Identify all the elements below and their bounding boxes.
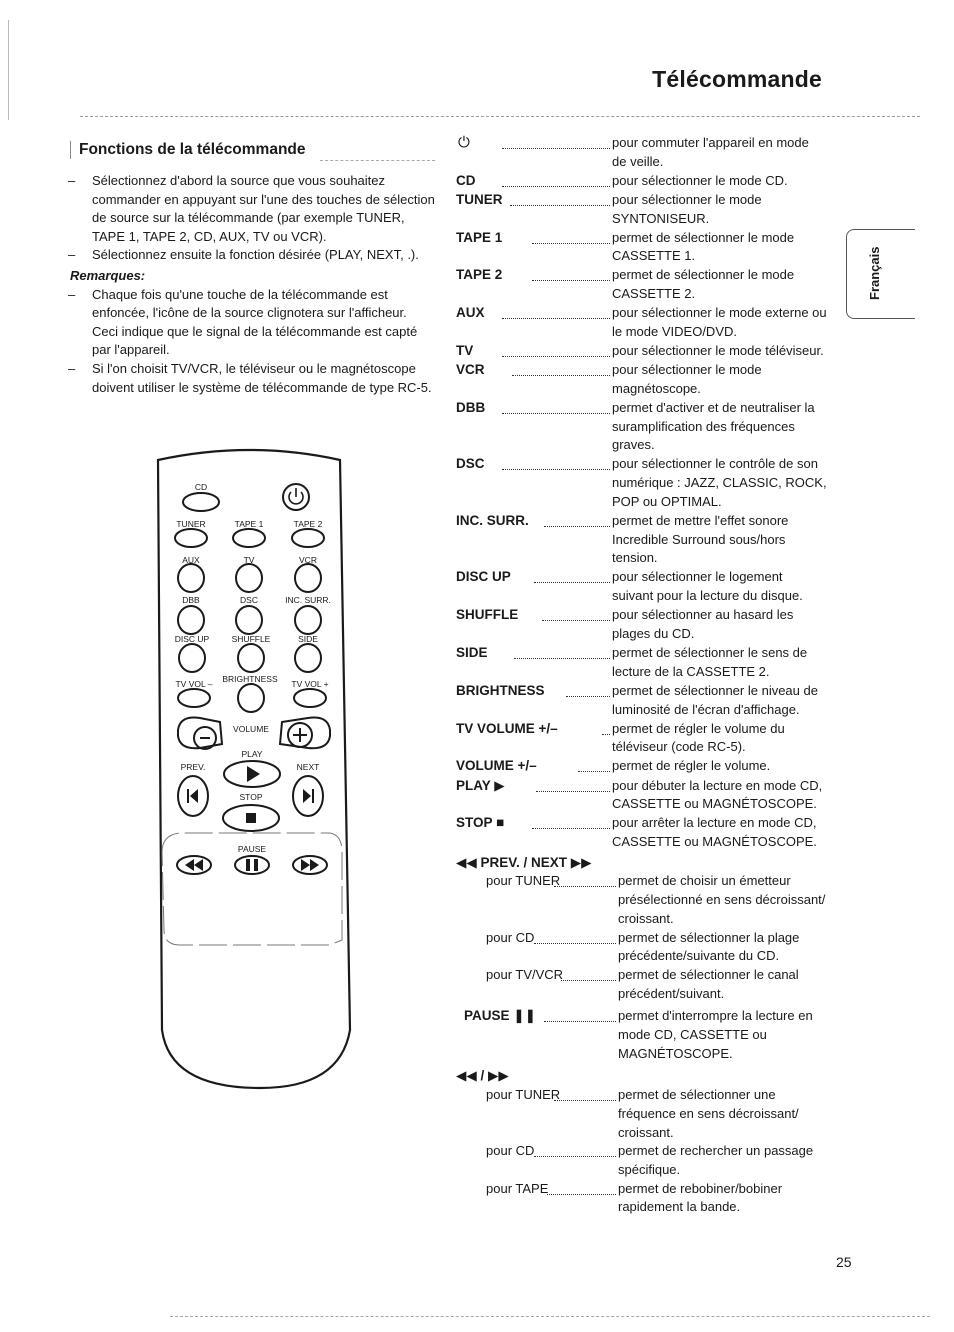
play-label: PLAY (241, 749, 263, 759)
definition-row (456, 757, 836, 776)
dot-leader (602, 720, 610, 735)
disc-up-button[interactable] (179, 644, 205, 672)
pause-line: MAGNÉTOSCOPE. (618, 1045, 733, 1061)
tuner-button[interactable] (175, 529, 207, 547)
footer-rule (170, 1316, 930, 1317)
cd-button[interactable] (183, 493, 219, 511)
remarks-title: Remarques: (70, 267, 146, 283)
cd-label: CD (194, 482, 208, 492)
language-tab (846, 229, 915, 319)
prevnext-row (456, 966, 836, 1003)
side-label: SIDE (298, 634, 318, 644)
dot-leader (502, 304, 610, 319)
pause-key: PAUSE ❚❚ (464, 1008, 536, 1024)
dot-leader (554, 872, 616, 887)
definition-line: suramplification des fréquences (612, 418, 795, 434)
section-heading: Fonctions de la télécommande (70, 141, 306, 159)
search-text (618, 1180, 836, 1217)
search-rows (456, 1086, 836, 1217)
volume-label: VOLUME (233, 724, 269, 734)
definition-key: TV (456, 343, 474, 359)
search-label: pour TUNER (486, 1087, 561, 1103)
shuffle-button[interactable] (238, 644, 264, 672)
dot-leader (561, 966, 616, 981)
definition-text (612, 266, 836, 303)
dot-leader (502, 455, 610, 470)
definition-line: pour débuter la lecture en mode CD, (612, 777, 823, 793)
definition-line: permet de régler le volume. (612, 758, 771, 774)
definition-line: pour sélectionner le mode externe ou (612, 305, 827, 321)
dot-leader (566, 682, 610, 697)
prevnext-line: croissant. (618, 910, 674, 926)
definition-key: CD (456, 172, 476, 188)
pause-label: PAUSE (237, 844, 267, 854)
definition-line: numérique : JAZZ, CLASSIC, ROCK, (612, 475, 827, 491)
definition-key: INC. SURR. (456, 512, 529, 528)
search-line: permet de sélectionner une (618, 1087, 776, 1103)
prev-button[interactable] (178, 776, 208, 816)
prev-label: PREV. (180, 762, 206, 772)
definition-key: SIDE (456, 645, 488, 661)
definition-key: DBB (456, 399, 486, 415)
brightness-button[interactable] (238, 684, 264, 712)
dot-leader (544, 512, 610, 527)
search-text (618, 1142, 836, 1179)
definition-line: lecture de la CASSETTE 2. (612, 663, 770, 679)
prevnext-line: précédent/suivant. (618, 985, 725, 1001)
definition-line: permet de sélectionner le mode (612, 229, 795, 245)
search-line: permet de rebobiner/bobiner (618, 1180, 783, 1196)
definition-line: permet d'activer et de neutraliser la (612, 399, 815, 415)
pause-definition (456, 1007, 836, 1063)
remark-item: – Chaque fois qu'une touche de la télécommande est enfoncée, l'icône de la source clignotera sur l'afficheur. Ceci indique que le signal de la télécommande est capté par l'appareil. (68, 286, 418, 358)
definition-key: VOLUME +/– (456, 758, 537, 774)
tv-button[interactable] (236, 564, 262, 592)
dot-leader (578, 757, 610, 772)
next-label: NEXT (296, 762, 320, 772)
dot-leader (534, 1142, 616, 1157)
definition-list (456, 134, 836, 1217)
definition-key: DISC UP (456, 569, 511, 585)
definition-line: magnétoscope. (612, 380, 701, 396)
standby-button[interactable] (283, 484, 309, 510)
dot-leader (547, 1180, 616, 1195)
dot-leader (536, 777, 610, 792)
inc-surr-button[interactable] (295, 606, 321, 634)
aux-button[interactable] (178, 564, 204, 592)
definition-key: DSC (456, 456, 485, 472)
search-row (456, 1086, 836, 1142)
definition-key: TAPE 2 (456, 267, 503, 283)
definition-text (612, 172, 836, 191)
definition-key: TUNER (456, 191, 503, 207)
definition-row (456, 720, 836, 757)
tape2-label: TAPE 2 (293, 519, 323, 529)
page-number: 25 (836, 1254, 852, 1270)
definition-key: ⏻ (458, 134, 470, 151)
shuffle-label: SHUFFLE (231, 634, 271, 644)
definition-text (612, 777, 836, 814)
tape1-label: TAPE 1 (234, 519, 264, 529)
definition-line: téléviseur (code RC-5). (612, 739, 746, 755)
brightness-label: BRIGHTNESS (222, 674, 278, 684)
prevnext-row (456, 929, 836, 966)
definition-row (456, 172, 836, 191)
instruction-item: – Sélectionnez d'abord la source que vous souhaitez commander en appuyant sur l'une des touches de sélection de source sur la télécommande (par exemple TUNER, TAPE 1, TAPE 2, CD, AUX, TV ou VCR). (68, 173, 435, 244)
definition-line: CASSETTE ou MAGNÉTOSCOPE. (612, 834, 817, 850)
tape2-button[interactable] (292, 529, 324, 547)
stop-button[interactable] (223, 805, 279, 831)
side-button[interactable] (295, 644, 321, 672)
definition-text (612, 682, 836, 719)
definition-row (456, 455, 836, 511)
dot-leader (532, 229, 610, 244)
prevnext-text (618, 966, 836, 1003)
definition-text (612, 512, 836, 568)
instructions (68, 172, 436, 397)
dot-leader (544, 1007, 616, 1022)
definition-line: de veille. (612, 153, 664, 169)
tv-vol-minus-label: TV VOL – (175, 679, 213, 689)
remark-item: – Si l'on choisit TV/VCR, le téléviseur ou le magnétoscope doivent utiliser le système de télécommande de type RC-5. (68, 360, 432, 395)
definition-text (612, 455, 836, 511)
tv-vol-minus-button[interactable] (178, 689, 210, 707)
definition-key: SHUFFLE (456, 607, 519, 623)
vcr-label: VCR (299, 555, 317, 565)
dot-leader (502, 399, 610, 414)
definition-line: pour arrêter la lecture en mode CD, (612, 815, 817, 831)
prevnext-label: pour TV/VCR (486, 966, 564, 982)
search-heading: ◀◀ / ▶▶ (456, 1068, 509, 1084)
dot-leader (532, 814, 610, 829)
definition-line: Incredible Surround sous/hors (612, 531, 786, 547)
definition-row (456, 644, 836, 681)
definition-line: suivant pour la lecture du disque. (612, 588, 803, 604)
definition-line: pour commuter l'appareil en mode (612, 135, 809, 150)
definition-line: pour sélectionner le mode (612, 362, 762, 378)
rewind-button[interactable] (177, 856, 211, 874)
prevnext-line: présélectionné en sens décroissant/ (618, 892, 826, 908)
instruction-item: – Sélectionnez ensuite la fonction désirée (PLAY, NEXT, .). (68, 247, 419, 263)
margin-mark (8, 20, 9, 120)
prevnext-heading: ◀◀ PREV. / NEXT ▶▶ (456, 854, 592, 870)
search-row (456, 1180, 836, 1217)
definition-text (612, 304, 836, 341)
prevnext-rows (456, 872, 836, 1003)
dot-leader (510, 191, 610, 206)
header-rule (80, 116, 920, 117)
definition-key: PLAY ▶ (456, 777, 505, 793)
definition-line: pour sélectionner au hasard les (612, 607, 794, 623)
dot-leader (532, 266, 610, 281)
definition-line: pour sélectionner le mode téléviseur. (612, 343, 824, 359)
dot-leader (512, 361, 610, 376)
dsc-button[interactable] (236, 606, 262, 634)
definition-text (612, 606, 836, 643)
heading-rule (320, 160, 435, 161)
pause-icon (246, 859, 250, 871)
definition-line: POP ou OPTIMAL. (612, 493, 722, 509)
definition-row (456, 342, 836, 361)
tuner-label: TUNER (176, 519, 206, 529)
prevnext-label: pour TUNER (486, 873, 561, 889)
dbb-label: DBB (182, 595, 200, 605)
definition-text (612, 361, 836, 398)
aux-label: AUX (182, 555, 200, 565)
search-label: pour CD (486, 1143, 535, 1159)
search-text (618, 1086, 836, 1142)
pause-row (456, 1007, 836, 1063)
next-button[interactable] (293, 776, 323, 816)
definition-line: tension. (612, 550, 658, 566)
disc-up-label: DISC UP (174, 634, 210, 644)
definition-key: STOP ■ (456, 815, 505, 831)
pause-text (618, 1007, 836, 1063)
pause-line: permet d'interrompre la lecture en (618, 1008, 813, 1024)
definition-row (456, 606, 836, 643)
definition-line: permet de sélectionner le mode (612, 267, 795, 283)
vcr-button[interactable] (295, 564, 321, 592)
definition-row (456, 266, 836, 303)
definition-line: permet de régler le volume du (612, 720, 785, 736)
play-button[interactable] (224, 761, 280, 787)
definition-line: SYNTONISEUR. (612, 210, 710, 226)
definition-line: pour sélectionner le mode (612, 191, 762, 207)
definition-line: CASSETTE 2. (612, 286, 696, 302)
tv-vol-plus-label: TV VOL + (291, 679, 329, 689)
definition-text (612, 399, 836, 455)
page-title: Télécommande (652, 66, 822, 92)
rewind-icon (185, 859, 203, 871)
definition-row (456, 229, 836, 266)
definition-line: CASSETTE 1. (612, 248, 696, 264)
definition-line: plages du CD. (612, 625, 695, 641)
tv-vol-plus-button[interactable] (294, 689, 326, 707)
definition-row (456, 512, 836, 568)
definition-text (612, 720, 836, 757)
definition-line: pour sélectionner le mode CD. (612, 172, 788, 188)
definition-row (456, 568, 836, 605)
stop-label: STOP (239, 792, 263, 802)
definition-text (612, 568, 836, 605)
dsc-label: DSC (240, 595, 258, 605)
definition-row (456, 134, 836, 171)
tape1-button[interactable] (233, 529, 265, 547)
remote-control-illustration (150, 440, 360, 1090)
definition-text (612, 644, 836, 681)
dot-leader (534, 929, 616, 944)
definition-row (456, 682, 836, 719)
volume-plus-button[interactable] (280, 718, 330, 749)
language-tab-label: Français (867, 246, 882, 300)
search-line: permet de rechercher un passage (618, 1143, 814, 1159)
tv-label: TV (243, 555, 255, 565)
definition-line: CASSETTE ou MAGNÉTOSCOPE. (612, 796, 817, 812)
definition-text (612, 191, 836, 228)
pause-button[interactable] (235, 856, 269, 874)
definition-line: pour sélectionner le contrôle de son (612, 456, 818, 472)
definition-rows (456, 134, 836, 852)
definition-line: permet de sélectionner le sens de (612, 645, 808, 661)
definition-line: luminosité de l'écran d'affichage. (612, 701, 800, 717)
dot-leader (554, 1086, 616, 1101)
definition-row (456, 399, 836, 455)
dot-leader (534, 568, 610, 583)
definition-row (456, 361, 836, 398)
dot-leader (502, 134, 610, 149)
definition-line: graves. (612, 437, 655, 453)
search-row (456, 1142, 836, 1179)
definition-text (612, 134, 836, 171)
definition-line: pour sélectionner le logement (612, 569, 783, 585)
prevnext-line: précédente/suivante du CD. (618, 948, 780, 964)
pause-line: mode CD, CASSETTE ou (618, 1027, 767, 1043)
prevnext-label: pour CD (486, 929, 535, 945)
definition-row (456, 304, 836, 341)
definition-key: VCR (456, 362, 485, 378)
definition-key: TAPE 1 (456, 229, 503, 245)
definition-key: BRIGHTNESS (456, 682, 545, 698)
stop-icon (246, 813, 256, 823)
definition-row (456, 191, 836, 228)
dot-leader (514, 644, 610, 659)
definition-text (612, 814, 836, 851)
definition-row (456, 814, 836, 851)
definition-line: permet de mettre l'effet sonore (612, 512, 789, 528)
definition-line: le mode VIDEO/DVD. (612, 323, 737, 339)
definition-text (612, 342, 836, 361)
prevnext-text (618, 929, 836, 966)
fast-forward-button[interactable] (293, 856, 327, 874)
definition-text (612, 757, 836, 776)
play-icon (247, 766, 260, 782)
volume-minus-button[interactable] (178, 718, 222, 750)
inc-surr-label: INC. SURR. (285, 595, 331, 605)
dot-leader (502, 172, 610, 187)
search-label: pour TAPE (486, 1180, 549, 1196)
search-line: fréquence en sens décroissant/ (618, 1105, 799, 1121)
prevnext-line: permet de choisir un émetteur (618, 873, 791, 889)
definition-key: AUX (456, 305, 485, 321)
fast-forward-icon (301, 859, 319, 871)
dbb-button[interactable] (178, 606, 204, 634)
definition-key: TV VOLUME +/– (456, 720, 558, 736)
definition-row (456, 777, 836, 814)
definition-text (612, 229, 836, 266)
search-line: spécifique. (618, 1162, 681, 1177)
search-line: rapidement la bande. (618, 1199, 741, 1215)
search-line: croissant. (618, 1124, 674, 1140)
dot-leader (542, 606, 610, 621)
prevnext-text (618, 872, 836, 928)
prevnext-row (456, 872, 836, 928)
dot-leader (502, 342, 610, 357)
definition-line: permet de sélectionner le niveau de (612, 682, 818, 698)
prevnext-line: permet de sélectionner la plage (618, 929, 800, 945)
prevnext-line: permet de sélectionner le canal (618, 966, 799, 982)
